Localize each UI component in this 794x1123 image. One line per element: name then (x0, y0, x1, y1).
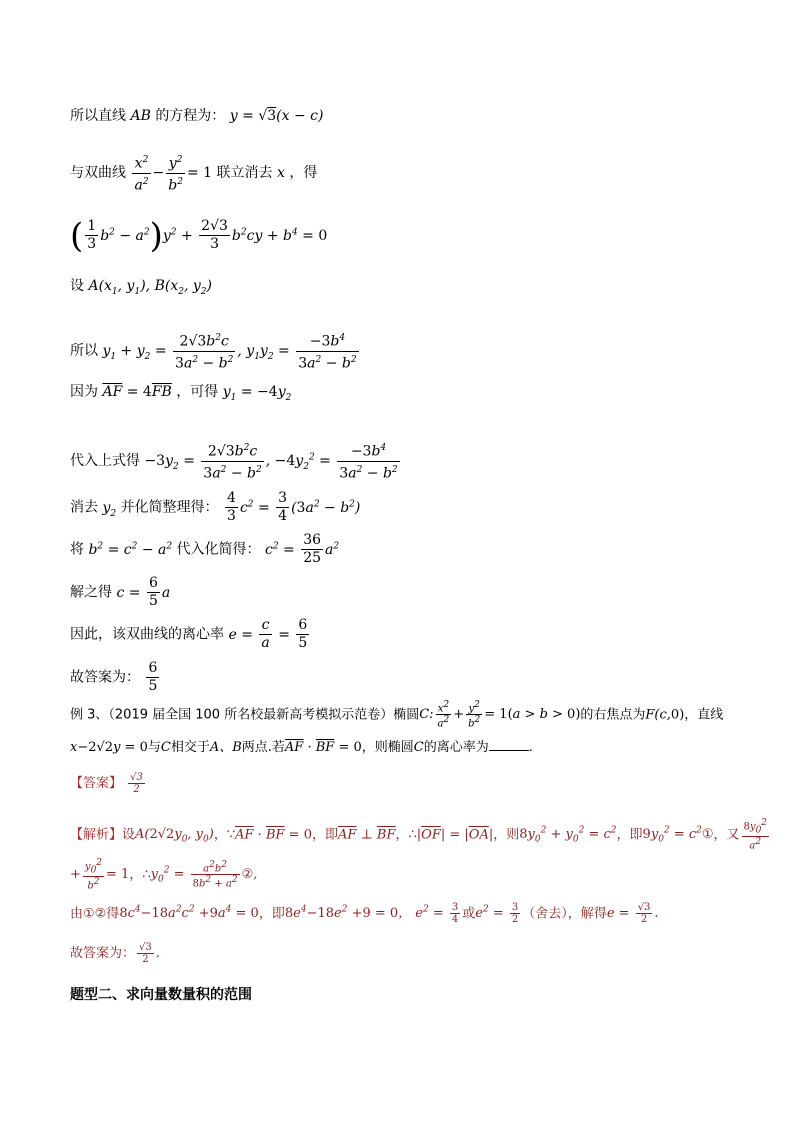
text: 因为 (70, 384, 98, 400)
line-set-points (70, 276, 212, 302)
text: ，直线 (684, 707, 724, 723)
text: 设 (70, 278, 84, 294)
formula: $\frac{√3}{2}$ (130, 772, 143, 795)
example-3-line1 (70, 700, 723, 730)
final-answer (70, 942, 160, 965)
text: 的离心率为 (423, 740, 489, 755)
section-heading: 题型二、求向量数量积的范围 (70, 987, 252, 1003)
text: 故答案为： (70, 946, 136, 961)
answer-label: 【答案】 (70, 776, 123, 791)
formula: $-3y_2$ = $\frac{2√3b^2c}{3a^2 - b^2}$ , $-4y_2^2$ = $\frac{-3b^4}{3a^2 - b^2}$ (144, 453, 401, 469)
analysis-label: 【解析】 (70, 827, 123, 843)
formula: $8e^4-18e^2 +9 = 0$， $e^2$ = $\frac{3}{4}$ (284, 902, 459, 926)
text: 的方程为： (155, 108, 226, 124)
formula: e = $\frac{c}{a}$ = $\frac{6}{5}$ (228, 617, 308, 651)
text: 因此，该双曲线的离心率 (70, 626, 224, 643)
formula: $y_2$ (102, 499, 117, 519)
formula: $\frac{6}{5}$ (148, 660, 158, 694)
text: 与 (147, 740, 161, 755)
text: 设 (122, 827, 136, 843)
line-eccentricity (70, 617, 311, 652)
text: ，即 (311, 827, 338, 843)
math-ab: AB (130, 108, 151, 124)
formula: $A(x_1$, $y_1$), $B(x_2$, $y_2$) (88, 278, 212, 297)
formula: e = $\frac{√3}{2}$ . (606, 902, 659, 926)
line-hyperbola (70, 152, 317, 194)
text: 代入化简得： (176, 541, 261, 558)
formula: $y_1 + y_2$ = $\frac{2√3b^2c}{3a^2 - b^2}$ , $y_1y_2$ = $\frac{-3b^4}{3a^2 - b^2}$ (102, 343, 360, 359)
text: 代入上式得 (70, 453, 140, 470)
formula: F(c,0) (645, 707, 685, 723)
formula: $e^2$ = $\frac{3}{2}$ (475, 902, 519, 926)
line-b2 (70, 532, 339, 567)
text: 或 (462, 906, 476, 922)
formula: A、B (209, 740, 242, 755)
text: 并化简整理得： (120, 499, 219, 516)
text: ，则椭圆 (361, 740, 414, 755)
math-x: x (276, 165, 285, 182)
analysis-line2 (70, 858, 257, 892)
example-3-line2: x−2√2y = 0与C相交于A、B两点.若$\overline{AF} \cdot \overline{BF} = 0$，则椭圆C的离心率为 . (70, 740, 533, 755)
text: 的右焦点为 (580, 707, 646, 723)
formula: $\frac{4}{3}$ $c^2$ = $\frac{3}{4}$ $(3a^2 - b^2)$ (227, 490, 361, 524)
text: ，∴ (129, 867, 151, 883)
formula: $8y_0^2 + y_0^2 = c^2$ (519, 826, 617, 845)
formula: y = √3(x − c) (229, 108, 324, 124)
formula: ( $\frac{1}{3}$ $b^2 - a^2)y^2$ + $\frac{2√3}{3}$ $b^2cy + b^4 = 0$ (70, 215, 328, 256)
formula: $9y_0^2$ = $c^2①$ (642, 826, 714, 845)
formula: C: $\frac{x^2}{a^2}$ + $\frac{y^2}{b^2}$ = 1(a > b > 0) (419, 700, 581, 730)
formula: $y_1 = -4y_2$ (222, 384, 292, 403)
formula: $\frac{√3}{2}$ . (139, 942, 160, 965)
text: ，则 (493, 827, 520, 843)
analysis-line1 (70, 818, 771, 852)
text: 例 3、（2019 届全国 100 所名校最新高考模拟示范卷）椭圆 (70, 707, 420, 723)
line-answer (70, 660, 161, 695)
formula: $|\overline{OF}| = |\overline{OA}|$ (416, 827, 494, 843)
text: ，∴ (395, 827, 417, 843)
text: ，∵ (213, 827, 236, 843)
text: （舍去），解得 (522, 906, 607, 922)
line-quadratic (70, 215, 328, 256)
text: 将 (70, 541, 84, 558)
text: ，得 (289, 165, 318, 182)
text: 所以直线 (70, 108, 126, 124)
formula: $8c^4-18a^2c^2 +9a^4 = 0$ (119, 905, 259, 922)
text: ，可得 (176, 384, 219, 400)
line-substitute (70, 440, 402, 482)
line-ab-equation (70, 106, 323, 126)
formula: $\overline{AF} = 4\overline{FB}$ (102, 384, 172, 400)
text: ，又 (713, 827, 740, 843)
text: 解之得 (70, 584, 112, 601)
formula: x−2√2y = 0 (70, 740, 148, 755)
text: 所以 (70, 343, 98, 360)
line-vector (70, 382, 291, 408)
formula: $\frac{x^2}{a^2}$ − $\frac{y^2}{b^2}$ = 1 (130, 165, 216, 181)
formula: C (160, 740, 171, 755)
analysis-line3 (70, 900, 659, 925)
answer-blank (489, 738, 529, 751)
text: 相交于 (170, 740, 210, 755)
formula: $A(2√2y_0$, $y_0$) (135, 827, 214, 845)
line-vieta (70, 330, 361, 372)
text: 与双曲线 (70, 165, 126, 182)
text: ，即 (616, 827, 643, 843)
line-eliminate (70, 490, 360, 525)
formula: c = $\frac{6}{5}$ a (116, 575, 171, 609)
formula: $\frac{8y_0^2}{a^2}$ (743, 818, 768, 852)
line-solve-c (70, 575, 170, 610)
text: 联立消去 (216, 165, 273, 182)
formula: $\overline{AF} \cdot \overline{BF} = 0$ (284, 740, 362, 755)
formula: + $\frac{y_0^2}{b^2}$ = 1 (70, 858, 130, 892)
formula: $y_0^2$ = $\frac{a^2b^2}{8b^2 + a^2}$ ②, (150, 860, 258, 890)
formula: C (413, 740, 424, 755)
answer-line (70, 772, 147, 795)
formula: $\overline{AF}$ ⊥ $\overline{BF}$ (337, 827, 396, 843)
formula: $\overline{AF} \cdot \overline{BF} = 0$ (235, 827, 312, 843)
text: ，即 (258, 906, 285, 922)
formula: $b^2 = c^2 - a^2$ (88, 540, 173, 558)
formula: $c^2$ = $\frac{36}{25}$ $a^2$ (265, 532, 340, 566)
text: 由①②得 (70, 906, 120, 922)
text: 两点.若 (241, 740, 285, 755)
text: 消去 (70, 499, 98, 516)
text: 故答案为： (70, 669, 140, 686)
